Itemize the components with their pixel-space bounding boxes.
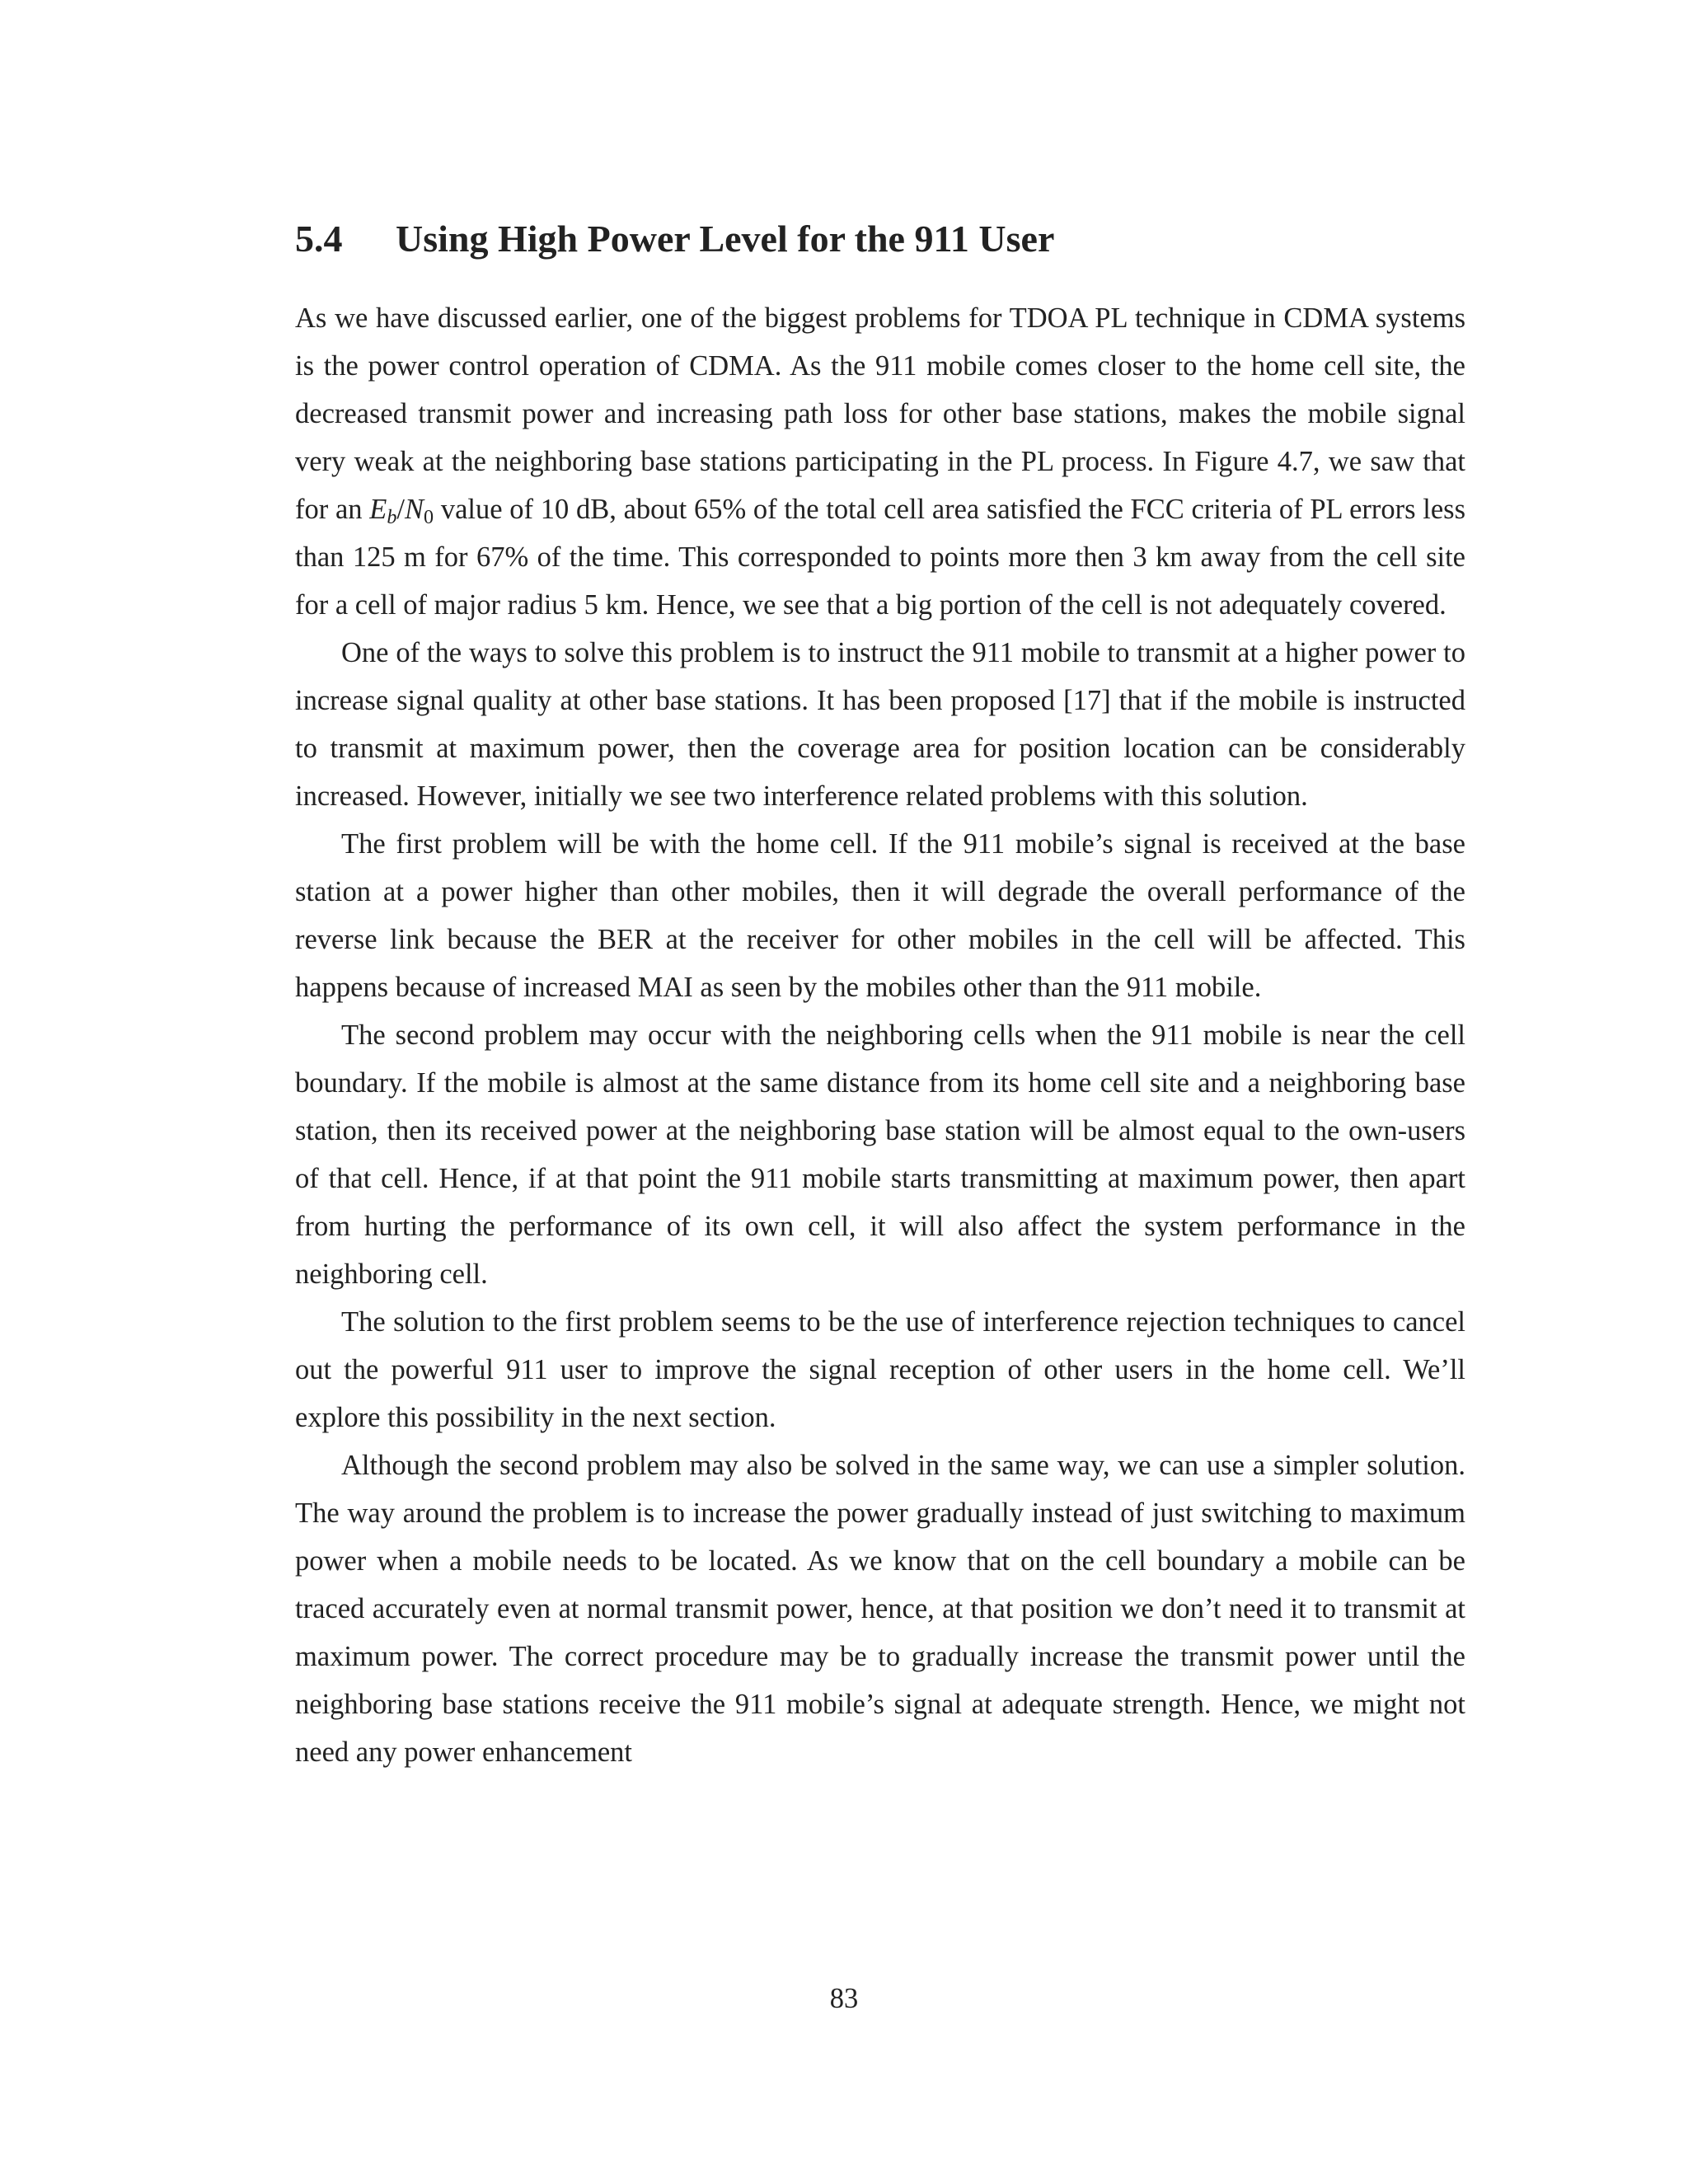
paragraph-1-text-after: value of 10 dB, about 65% of the total cell area satisfied the FCC criteria of PL errors less than 125 m for 67% of the time. This corresponded to points more then 3 km away from the cell site for a cell of major radius 5 km. Hence, we see that a big portion of the cell is not adequately covered. [295, 494, 1465, 621]
math-e-subscript: b [387, 506, 397, 529]
math-n-subscript: 0 [424, 506, 434, 529]
paragraph-1 [295, 294, 1465, 629]
page-content [295, 216, 1465, 1776]
section-number: 5.4 [295, 218, 343, 260]
section-title: Using High Power Level for the 911 User [396, 218, 1055, 260]
section-heading [295, 216, 1465, 261]
math-n: N [405, 494, 424, 526]
math-slash: / [396, 494, 405, 526]
eb-n0-math [369, 494, 434, 529]
paragraph-6: Although the second problem may also be solved in the same way, we can use a simpler solution. The way around the problem is to increase the power gradually instead of just switching to maximum power when a mobile needs to be located. As we know that on the cell boundary a mobile can be traced accurately even at normal transmit power, hence, at that position we don’t need it to transmit at maximum power. The correct procedure may be to gradually increase the transmit power until the neighboring base stations receive the 911 mobile’s signal at adequate strength. Hence, we might not need any power enhancement [295, 1450, 1465, 1769]
paragraph-1-text-before: As we have discussed earlier, one of the biggest problems for TDOA PL technique in CDMA systems is the power control operation of CDMA. As the 911 mobile comes closer to the home cell site, the decreased transmit power and increasing path loss for other base stations, makes the mobile signal very weak at the neighboring base stations participating in the PL process. In Figure 4.7, we saw that for an [295, 302, 1465, 526]
paragraph-5: The solution to the first problem seems to be the use of interference rejection techniques to cancel out the powerful 911 user to improve the signal reception of other users in the home cell. We’ll explore this possibility in the next section. [295, 1306, 1465, 1434]
page-number: 83 [829, 1983, 859, 2014]
paragraph-2: One of the ways to solve this problem is to instruct the 911 mobile to transmit at a higher power to increase signal quality at other base stations. It has been proposed [17] that if the mobile is instructed to transmit at maximum power, then the coverage area for position location can be considerably increased. However, initially we see two interference related problems with this solution. [295, 637, 1465, 813]
math-e: E [369, 494, 387, 526]
paragraph-3: The first problem will be with the home cell. If the 911 mobile’s signal is received at the base station at a power higher than other mobiles, then it will degrade the overall performance of the reverse link because the BER at the receiver for other mobiles in the cell will be affected. This happens because of increased MAI as seen by the mobiles other than the 911 mobile. [295, 828, 1465, 1004]
paragraph-4: The second problem may occur with the neighboring cells when the 911 mobile is near the cell boundary. If the mobile is almost at the same distance from its home cell site and a neighboring base station, then its received power at the neighboring base station will be almost equal to the own-users of that cell. Hence, if at that point the 911 mobile starts transmitting at maximum power, then apart from hurting the performance of its own cell, it will also affect the system performance in the neighboring cell. [295, 1019, 1465, 1291]
